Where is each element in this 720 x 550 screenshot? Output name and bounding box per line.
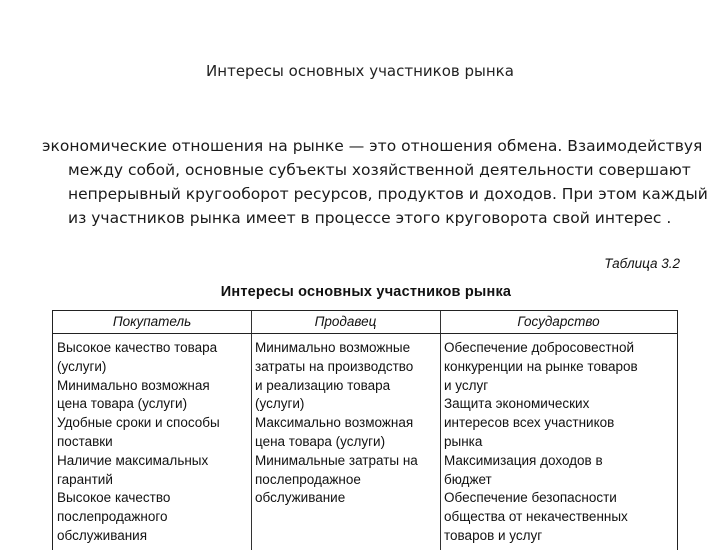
buyer-interest-line: Высокое качество xyxy=(57,490,171,506)
buyer-interest-line: гарантий xyxy=(57,471,113,487)
seller-interest-line: цена товара (услуги) xyxy=(255,433,386,449)
body-paragraph: экономические отношения на рынке — это отношения обмена. Взаимодействуя между собой, основные субъекты хозяйственной деятельности совершают непрерывный кругооборот ресурсов, продуктов и доходов. При этом каждый из участников рынка имеет в процессе этого круговорота свой интерес . xyxy=(42,137,708,227)
seller-interest-line: (услуги) xyxy=(255,396,305,412)
buyer-interest-line: поставки xyxy=(57,433,113,449)
header-state: Государство xyxy=(517,314,600,329)
interests-table xyxy=(52,310,678,550)
table-caption: Таблица 3.2 xyxy=(604,256,680,271)
seller-interest-line: Минимальные затраты на xyxy=(255,452,418,468)
seller-interests-cell xyxy=(251,339,440,508)
buyer-interest-line: Высокое качество товара xyxy=(57,340,218,355)
buyer-interest-line: Удобные сроки и способы xyxy=(57,415,220,431)
buyer-interest-line: послепродажного xyxy=(57,509,168,525)
buyer-interests-cell xyxy=(53,339,251,546)
header-separator xyxy=(53,333,677,334)
seller-interest-line: обслуживание xyxy=(255,490,346,506)
state-interest-line: товаров и услуг xyxy=(444,527,543,543)
header-seller: Продавец xyxy=(314,314,377,329)
seller-interest-line: Максимально возможная xyxy=(255,415,414,431)
buyer-interest-line: обслуживания xyxy=(57,527,148,543)
buyer-interest-line: Наличие максимальных xyxy=(57,452,209,468)
buyer-interest-line: Минимально возможная xyxy=(57,377,210,393)
state-interest-line: конкуренции на рынке товаров xyxy=(444,358,638,374)
seller-interest-line: послепродажное xyxy=(255,471,361,487)
state-interest-line: интересов всех участников xyxy=(444,415,615,431)
table-title: Интересы основных участников рынка xyxy=(220,284,512,300)
state-interest-line: Максимизация доходов в xyxy=(444,452,603,468)
state-interest-line: и услуг xyxy=(444,377,489,393)
state-interest-line: общества от некачественных xyxy=(444,509,628,525)
state-interest-line: Защита экономических xyxy=(444,396,590,412)
header-buyer: Покупатель xyxy=(112,314,192,329)
seller-interest-line: затраты на производство xyxy=(255,358,414,374)
state-interest-line: Обеспечение безопасности xyxy=(444,490,617,506)
state-interest-line: Обеспечение добросовестной xyxy=(444,340,635,355)
state-interests-cell xyxy=(440,339,677,546)
seller-interest-line: и реализацию товара xyxy=(255,377,391,393)
slide-title: Интересы основных участников рынка xyxy=(206,62,514,80)
state-interest-line: рынка xyxy=(444,433,483,449)
state-interest-line: бюджет xyxy=(444,471,492,487)
buyer-interest-line: (услуги) xyxy=(57,358,107,374)
buyer-interest-line: цена товара (услуги) xyxy=(57,396,188,412)
seller-interest-line: Минимально возможные xyxy=(255,340,411,355)
